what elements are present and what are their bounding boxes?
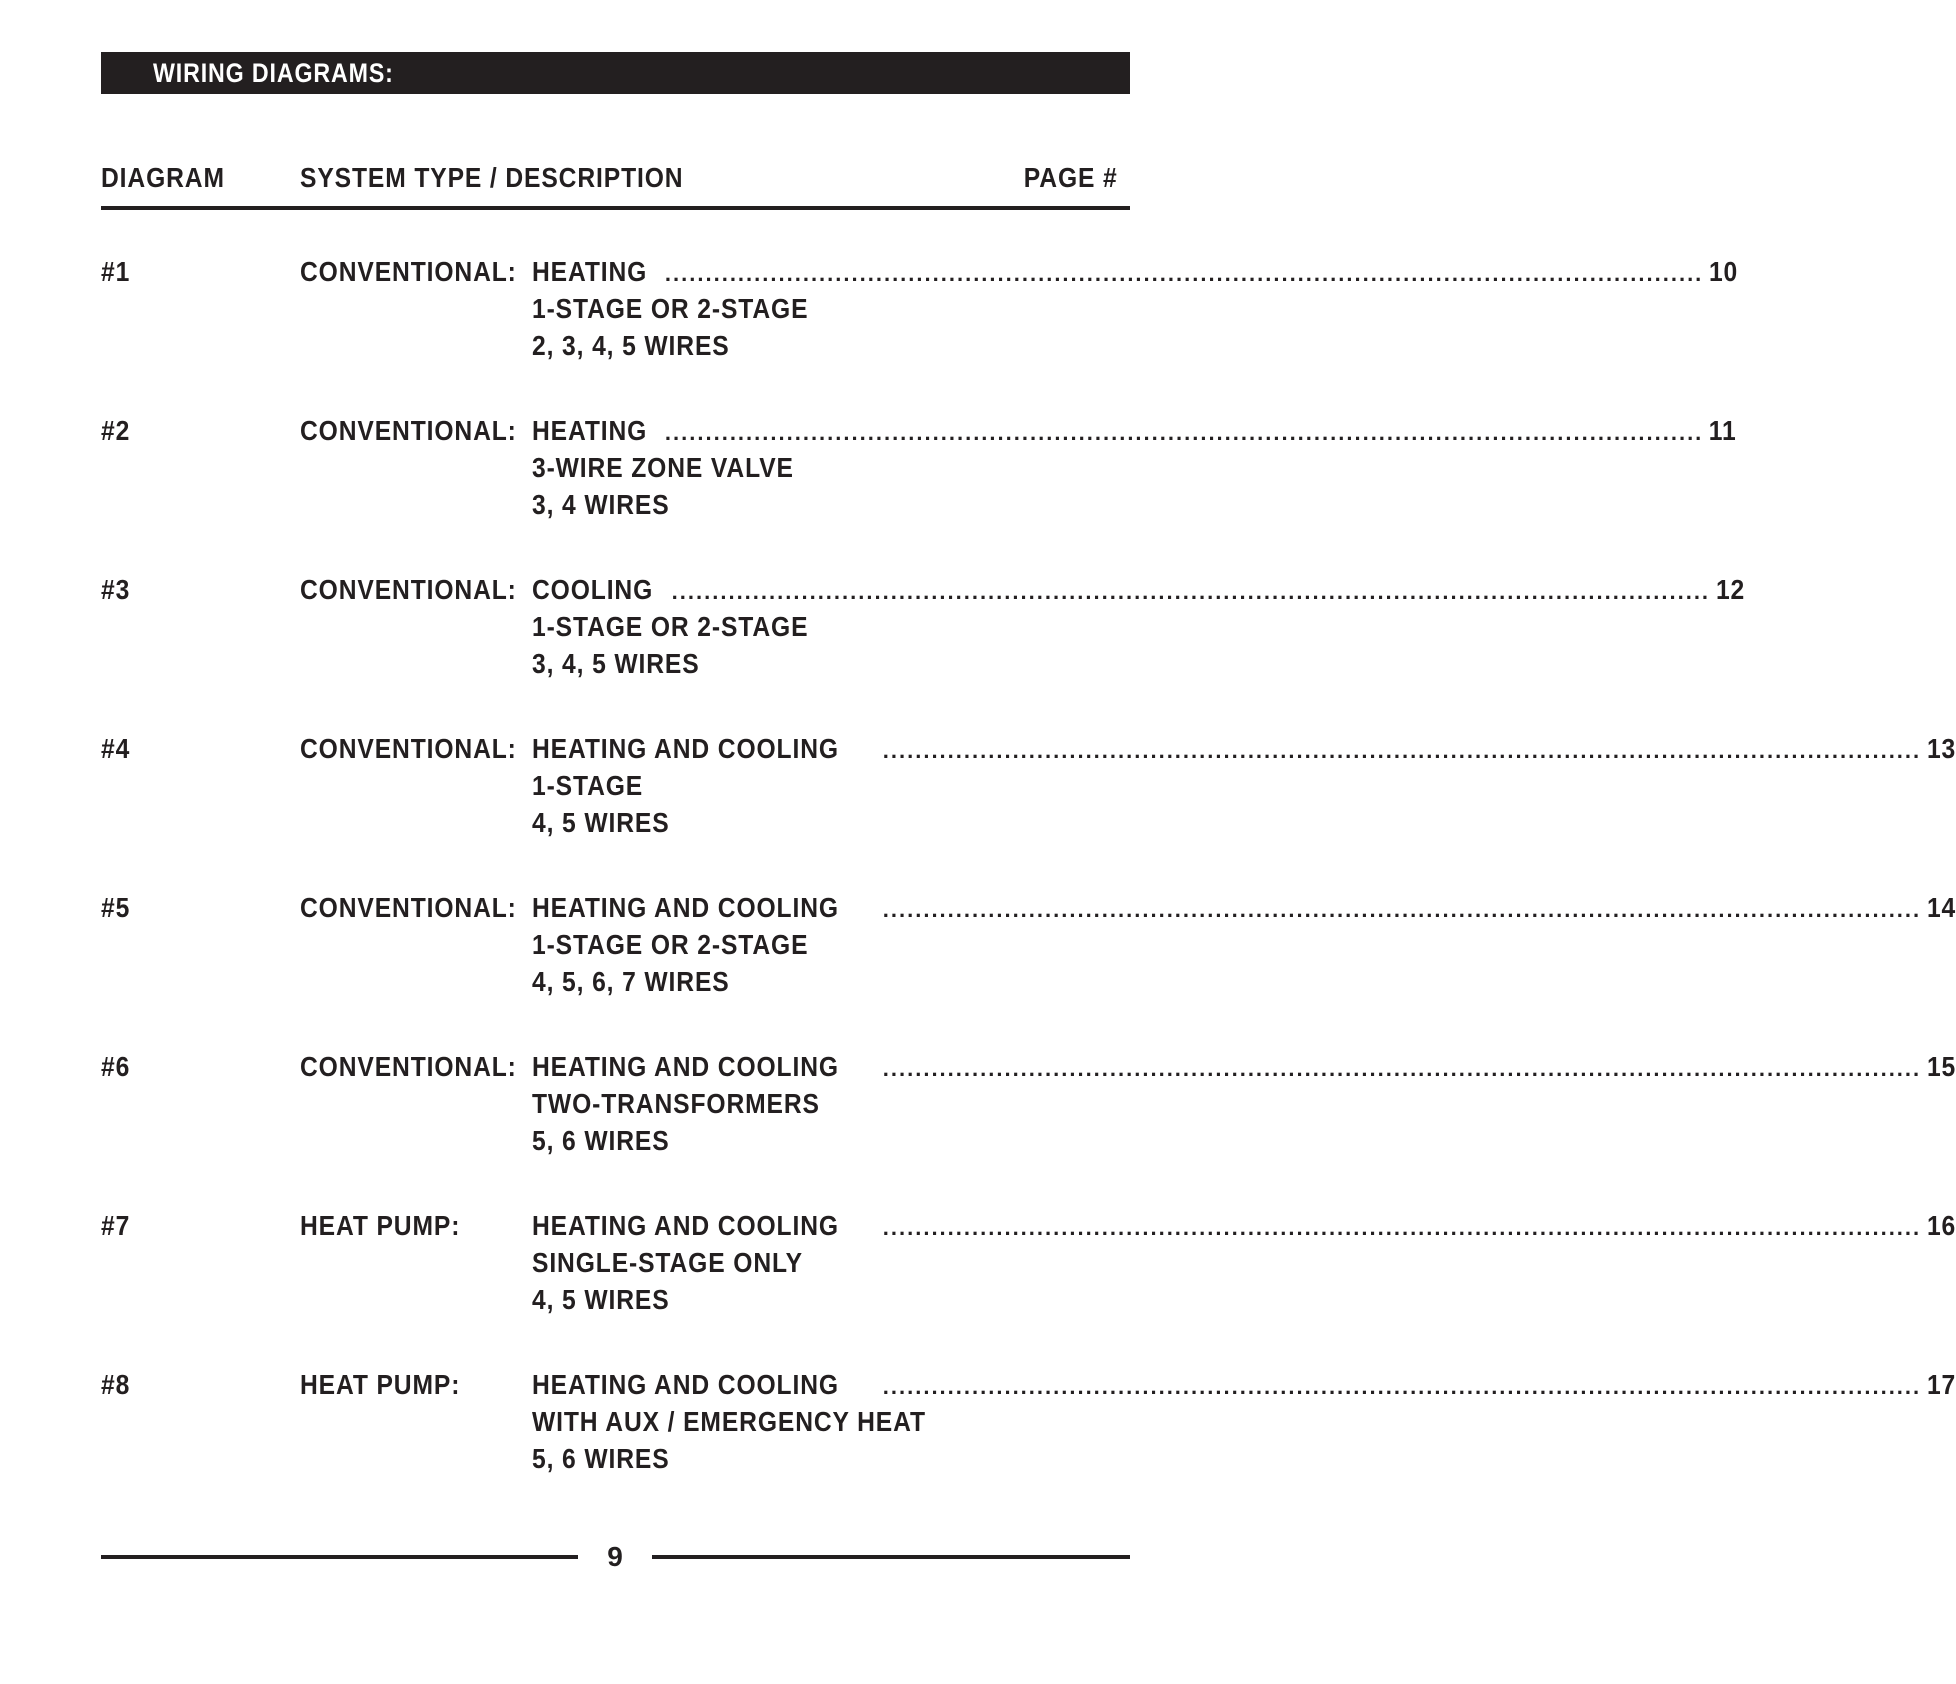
system-type: CONVENTIONAL:: [300, 1051, 517, 1082]
dot-leader: ................................................................................................................................: [882, 1215, 1922, 1240]
title-leader-line: [532, 412, 1737, 449]
diagram-title: HEATING AND COOLING: [532, 1369, 839, 1400]
section-banner: [101, 52, 1130, 94]
system-type: CONVENTIONAL:: [300, 892, 517, 923]
dot-leader: ................................................................................................................................: [882, 1374, 1922, 1399]
page-number: 9: [607, 1541, 623, 1572]
page-reference: 12: [1716, 574, 1746, 605]
header-divider: [101, 206, 1130, 210]
diagram-description: [532, 253, 1739, 364]
column-header-diagram: DIAGRAM: [101, 162, 225, 193]
diagram-entry: [0, 412, 1737, 532]
wire-count: 5, 6 WIRES: [532, 1443, 670, 1474]
dot-leader: ................................................................................................................................: [882, 897, 1922, 922]
footer-rule-left: [101, 1555, 578, 1559]
system-type: CONVENTIONAL:: [300, 574, 517, 605]
diagram-title: HEATING AND COOLING: [532, 1210, 839, 1241]
diagram-number: #5: [101, 892, 131, 923]
diagram-entry: [0, 730, 1956, 850]
diagram-description: [532, 1048, 1956, 1159]
diagram-entry: [0, 571, 1746, 691]
page-reference: 17: [1927, 1369, 1956, 1400]
title-leader-line: [532, 1207, 1956, 1244]
diagram-title: COOLING: [532, 574, 654, 605]
diagram-detail: 1-STAGE OR 2-STAGE: [532, 929, 809, 960]
column-header-page: PAGE #: [1024, 162, 1118, 193]
wire-count: 4, 5 WIRES: [532, 807, 670, 838]
system-type: CONVENTIONAL:: [300, 256, 517, 287]
dot-leader: ................................................................................................................................: [882, 738, 1922, 763]
dot-leader: ................................................................................................................................: [671, 579, 1711, 604]
diagram-description: [532, 412, 1737, 523]
diagram-description: [532, 730, 1956, 841]
diagram-entry: [0, 889, 1956, 1009]
diagram-number: #6: [101, 1051, 131, 1082]
footer-rule-right: [652, 1555, 1130, 1559]
diagram-number: #1: [101, 256, 131, 287]
diagram-detail: WITH AUX / EMERGENCY HEAT: [532, 1406, 926, 1437]
diagram-title: HEATING: [532, 256, 648, 287]
wire-count: 3, 4 WIRES: [532, 489, 670, 520]
diagram-detail: SINGLE-STAGE ONLY: [532, 1247, 803, 1278]
section-title: WIRING DIAGRAMS:: [153, 58, 394, 88]
diagram-description: [532, 1207, 1956, 1318]
page-reference: 14: [1927, 892, 1956, 923]
page-reference: 16: [1927, 1210, 1956, 1241]
page-reference: 13: [1927, 733, 1956, 764]
column-header-description: SYSTEM TYPE / DESCRIPTION: [300, 162, 684, 193]
dot-leader: ................................................................................................................................: [882, 1056, 1922, 1081]
title-leader-line: [532, 1048, 1956, 1085]
dot-leader: ................................................................................................................................: [664, 420, 1704, 445]
title-leader-line: [532, 730, 1956, 767]
diagram-detail: 1-STAGE: [532, 770, 644, 801]
diagram-description: [532, 571, 1746, 682]
diagram-number: #2: [101, 415, 131, 446]
page-reference: 15: [1927, 1051, 1956, 1082]
diagram-title: HEATING AND COOLING: [532, 1051, 839, 1082]
wire-count: 4, 5 WIRES: [532, 1284, 670, 1315]
system-type: CONVENTIONAL:: [300, 415, 517, 446]
system-type: CONVENTIONAL:: [300, 733, 517, 764]
diagram-detail: 1-STAGE OR 2-STAGE: [532, 611, 809, 642]
diagram-title: HEATING AND COOLING: [532, 892, 839, 923]
system-type: HEAT PUMP:: [300, 1210, 461, 1241]
diagram-entry: [0, 1366, 1956, 1486]
wire-count: 2, 3, 4, 5 WIRES: [532, 330, 730, 361]
diagram-description: [532, 1366, 1956, 1477]
diagram-number: #8: [101, 1369, 131, 1400]
diagram-title: HEATING AND COOLING: [532, 733, 839, 764]
diagram-detail: TWO-TRANSFORMERS: [532, 1088, 820, 1119]
diagram-number: #4: [101, 733, 131, 764]
diagram-title: HEATING: [532, 415, 648, 446]
wire-count: 5, 6 WIRES: [532, 1125, 670, 1156]
diagram-number: #7: [101, 1210, 131, 1241]
system-type: HEAT PUMP:: [300, 1369, 461, 1400]
diagram-entry: [0, 1207, 1956, 1327]
dot-leader: ................................................................................................................................: [664, 261, 1704, 286]
title-leader-line: [532, 253, 1739, 290]
wire-count: 3, 4, 5 WIRES: [532, 648, 700, 679]
diagram-entry: [0, 1048, 1956, 1168]
diagram-detail: 3-WIRE ZONE VALVE: [532, 452, 794, 483]
title-leader-line: [532, 1366, 1956, 1403]
page-reference: 10: [1709, 256, 1739, 287]
diagram-description: [532, 889, 1956, 1000]
diagram-number: #3: [101, 574, 131, 605]
title-leader-line: [532, 889, 1956, 926]
diagram-detail: 1-STAGE OR 2-STAGE: [532, 293, 809, 324]
wire-count: 4, 5, 6, 7 WIRES: [532, 966, 730, 997]
diagram-entry: [0, 253, 1739, 373]
page-reference: 11: [1709, 415, 1737, 446]
title-leader-line: [532, 571, 1746, 608]
